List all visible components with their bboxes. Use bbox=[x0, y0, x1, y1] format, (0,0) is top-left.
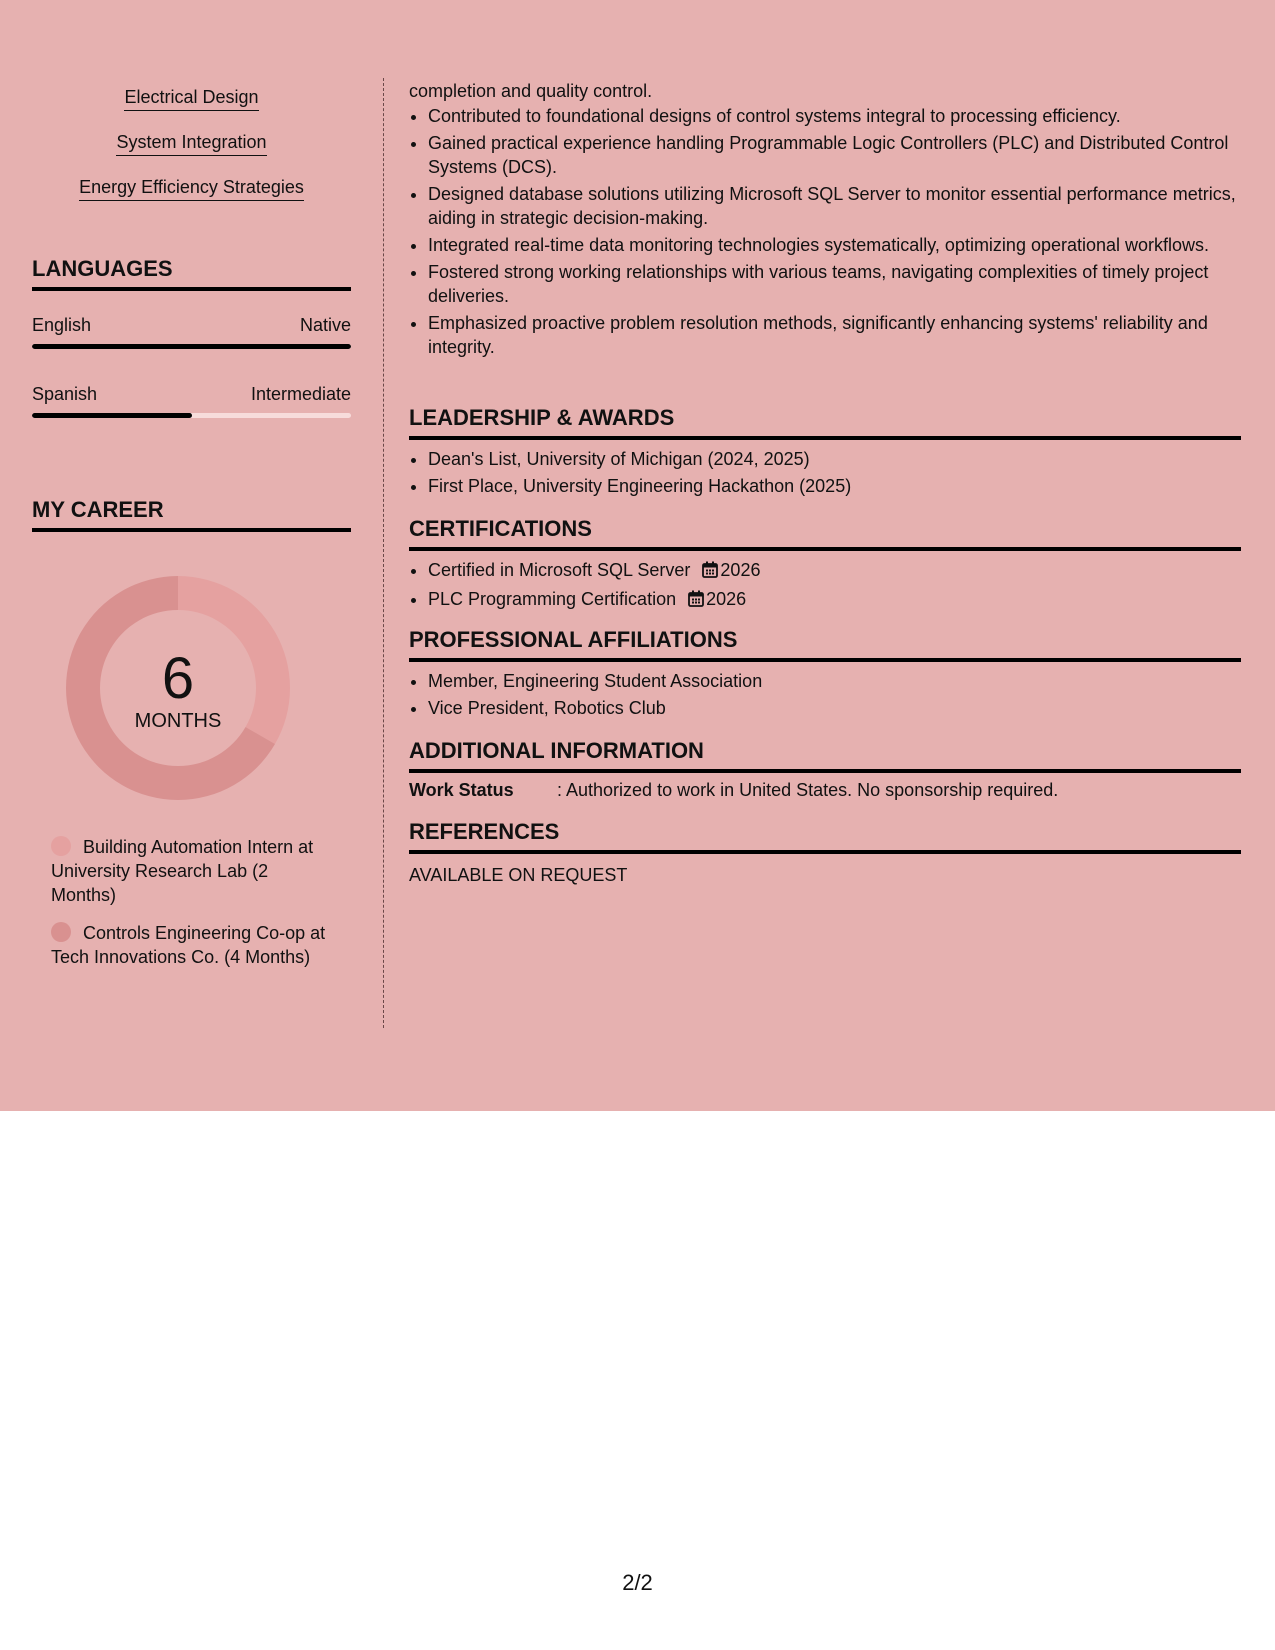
experience-bullet: • Emphasized proactive problem resolution methods, significantly enhancing systems' reliability and integrity. bbox=[428, 311, 1241, 359]
calendar-icon bbox=[702, 560, 718, 584]
experience-bullet: • Fostered strong working relationships with various teams, navigating complexities of timely project deliveries. bbox=[428, 260, 1241, 308]
language-proficiency-bar bbox=[32, 344, 351, 349]
certification-item bbox=[428, 587, 1241, 613]
experience-bullet: • Contributed to foundational designs of control systems integral to processing efficiency. bbox=[428, 104, 1241, 128]
experience-bullet: • Designed database solutions utilizing Microsoft SQL Server to monitor essential performance metrics, aiding in strategic decision-making. bbox=[428, 182, 1241, 230]
career-item-text: Controls Engineering Co-op at Tech Innovations Co. (4 Months) bbox=[51, 923, 326, 967]
language-name: Spanish bbox=[32, 384, 98, 404]
certification-year: 2026 bbox=[706, 589, 747, 609]
language-name: English bbox=[32, 315, 92, 335]
career-legend-item bbox=[51, 921, 326, 969]
affiliation-item: • Member, Engineering Student Association bbox=[428, 669, 1241, 693]
certification-item bbox=[428, 558, 1241, 584]
language-proficiency-fill bbox=[32, 413, 192, 418]
additional-info-heading: ADDITIONAL INFORMATION bbox=[409, 737, 1241, 773]
career-legend-item bbox=[51, 835, 326, 907]
work-status-row bbox=[409, 778, 1241, 802]
language-row bbox=[32, 383, 351, 405]
references-text: AVAILABLE ON REQUEST bbox=[409, 865, 628, 885]
donut-center-label bbox=[66, 576, 290, 800]
experience-continued-text: completion and quality control. bbox=[409, 81, 653, 101]
career-heading: MY CAREER bbox=[32, 496, 351, 532]
page-number: 2/2 bbox=[622, 1570, 653, 1595]
skill-item: Electrical Design bbox=[124, 86, 258, 111]
skill-item: Energy Efficiency Strategies bbox=[79, 176, 304, 201]
affiliations-heading: PROFESSIONAL AFFILIATIONS bbox=[409, 626, 1241, 662]
certification-year: 2026 bbox=[720, 560, 761, 580]
career-item-text: Building Automation Intern at University Research Lab (2 Months) bbox=[51, 837, 314, 905]
career-total-number: 6 bbox=[161, 646, 195, 711]
experience-bullet: • Gained practical experience handling Programmable Logic Controllers (PLC) and Distributed Control Systems (DCS). bbox=[428, 131, 1241, 179]
language-level: Native bbox=[299, 315, 351, 335]
affiliations-list bbox=[409, 669, 1241, 723]
awards-heading: LEADERSHIP & AWARDS bbox=[409, 404, 1241, 440]
language-row bbox=[32, 314, 351, 336]
work-status-value: : Authorized to work in United States. No sponsorship required. bbox=[557, 780, 1059, 800]
affiliation-item: • Vice President, Robotics Club bbox=[428, 696, 1241, 720]
language-level: Intermediate bbox=[250, 384, 351, 404]
calendar-icon bbox=[688, 589, 704, 613]
career-donut-chart bbox=[66, 576, 290, 800]
skill-item: System Integration bbox=[116, 131, 266, 156]
legend-dot bbox=[51, 922, 71, 942]
certification-name: Certified in Microsoft SQL Server bbox=[428, 560, 691, 580]
column-divider bbox=[383, 78, 384, 1028]
work-status-label: Work Status bbox=[409, 780, 514, 800]
experience-bullet: • Integrated real-time data monitoring technologies systematically, optimizing operational workflows. bbox=[428, 233, 1241, 257]
certification-name: PLC Programming Certification bbox=[428, 589, 677, 609]
certifications-list bbox=[409, 558, 1241, 616]
skills-list bbox=[32, 86, 351, 221]
languages-heading: LANGUAGES bbox=[32, 255, 351, 291]
experience-bullets bbox=[409, 104, 1241, 362]
certifications-heading: CERTIFICATIONS bbox=[409, 515, 1241, 551]
career-total-unit: MONTHS bbox=[134, 710, 222, 732]
language-proficiency-bar bbox=[32, 413, 351, 418]
award-item: • Dean's List, University of Michigan (2024, 2025) bbox=[428, 447, 1241, 471]
references-heading: REFERENCES bbox=[409, 818, 1241, 854]
award-item: • First Place, University Engineering Hackathon (2025) bbox=[428, 474, 1241, 498]
legend-dot bbox=[51, 836, 71, 856]
language-proficiency-fill bbox=[32, 344, 351, 349]
awards-list bbox=[409, 447, 1241, 501]
